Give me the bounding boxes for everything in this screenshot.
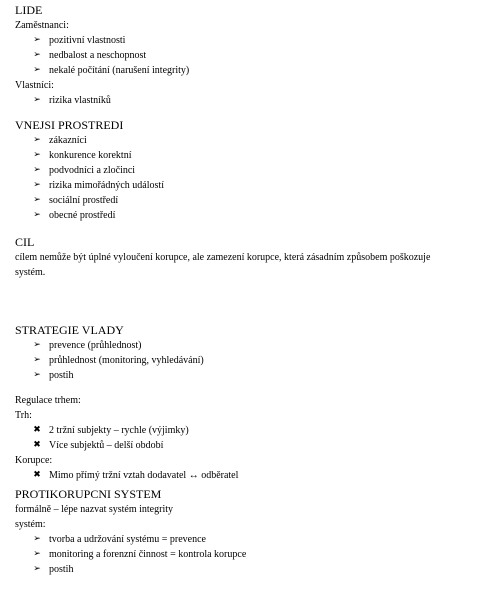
- list-item-text: postih: [49, 564, 74, 575]
- list-item: [15, 368, 470, 383]
- label-trh: Trh:: [15, 410, 32, 421]
- list-item-text: rizika vlastníků: [49, 95, 111, 106]
- list-item: [15, 93, 470, 108]
- arrow-bullet-icon: ➢: [33, 340, 41, 350]
- list-vlastnici: [15, 93, 470, 108]
- list-item: [15, 163, 470, 178]
- list-item-text: podvodníci a zločinci: [49, 165, 136, 176]
- regulace-trhem-title: Regulace trhem:: [15, 395, 81, 406]
- list-item: [15, 547, 470, 562]
- arrow-bullet-icon: ➢: [33, 165, 41, 175]
- label-vlastnici: Vlastníci:: [15, 80, 54, 91]
- cil-paragraph: cílem nemůže být úplné vyloučení korupce, ale zamezení korupce, která zásadním způsobem poškozuje systém.: [15, 252, 431, 278]
- arrow-bullet-icon: ➢: [33, 50, 41, 60]
- list-item-text: zákazníci: [49, 135, 87, 146]
- list-item-text: nekalé počítání (narušení integrity): [49, 65, 190, 76]
- list-item-text: monitoring a forenzní činnost = kontrola korupce: [49, 549, 247, 560]
- list-item-text: konkurence korektní: [49, 150, 132, 161]
- arrow-bullet-icon: ➢: [33, 150, 41, 160]
- list-item-text: Mimo přímý tržní vztah dodavatel ↔ odběratel: [49, 470, 239, 481]
- arrow-bullet-icon: ➢: [33, 65, 41, 75]
- list-protikorupcni-system: [15, 532, 470, 577]
- list-item: [15, 438, 470, 453]
- list-item: [15, 48, 470, 63]
- arrow-bullet-icon: ➢: [33, 355, 41, 365]
- arrow-bullet-icon: ➢: [33, 370, 41, 380]
- protikorupcni-line: formálně – lépe nazvat systém integrity: [15, 504, 174, 515]
- list-item: [15, 532, 470, 547]
- section-title-strategie-vlady: STRATEGIE VLADY: [15, 323, 124, 337]
- arrow-bullet-icon: ➢: [33, 210, 41, 220]
- document: [15, 3, 470, 577]
- list-item: [15, 193, 470, 208]
- list-item: [15, 63, 470, 78]
- arrow-bullet-icon: ➢: [33, 95, 41, 105]
- list-item: [15, 338, 470, 353]
- list-item: [15, 148, 470, 163]
- arrow-bullet-icon: ➢: [33, 549, 41, 559]
- section-title-cil: CIL: [15, 235, 35, 249]
- list-vnejsi-prostredi: [15, 133, 470, 223]
- list-item-text: postih: [49, 370, 74, 381]
- list-strategie-vlady: [15, 338, 470, 383]
- list-item-text: pozitivní vlastnosti: [49, 35, 126, 46]
- list-item-text: obecné prostředí: [49, 210, 116, 221]
- cross-bullet-icon: ✖: [33, 440, 41, 450]
- list-item: [15, 353, 470, 368]
- section-title-lide: LIDE: [15, 3, 43, 17]
- list-item: [15, 562, 470, 577]
- list-item-text: Více subjektů – delší období: [49, 440, 164, 451]
- label-zamestnanci: Zaměstnanci:: [15, 20, 69, 31]
- cross-bullet-icon: ✖: [33, 425, 41, 435]
- list-item: [15, 178, 470, 193]
- arrow-bullet-icon: ➢: [33, 180, 41, 190]
- list-item-text: tvorba a udržování systému = prevence: [49, 534, 206, 545]
- list-item: [15, 468, 470, 483]
- arrow-bullet-icon: ➢: [33, 35, 41, 45]
- list-item-text: rizika mimořádných událostí: [49, 180, 164, 191]
- list-zamestnanci: [15, 33, 470, 78]
- list-item-text: nedbalost a neschopnost: [49, 50, 147, 61]
- label-system: systém:: [15, 519, 46, 530]
- label-korupce: Korupce:: [15, 455, 53, 466]
- list-item-text: 2 tržní subjekty – rychle (výjimky): [49, 425, 189, 436]
- list-item-text: sociální prostředí: [49, 195, 119, 206]
- list-trh: [15, 423, 470, 453]
- list-korupce: [15, 468, 470, 483]
- list-item: [15, 208, 470, 223]
- list-item: [15, 33, 470, 48]
- section-title-vnejsi-prostredi: VNEJSI PROSTREDI: [15, 118, 124, 132]
- arrow-bullet-icon: ➢: [33, 135, 41, 145]
- arrow-bullet-icon: ➢: [33, 195, 41, 205]
- section-title-protikorupcni-system: PROTIKORUPCNI SYSTEM: [15, 487, 162, 501]
- list-item-text: prevence (průhlednost): [49, 340, 142, 351]
- list-item: [15, 423, 470, 438]
- list-item: [15, 133, 470, 148]
- arrow-bullet-icon: ➢: [33, 534, 41, 544]
- cross-bullet-icon: ✖: [33, 470, 41, 480]
- list-item-text: průhlednost (monitoring, vyhledávání): [49, 355, 204, 366]
- arrow-bullet-icon: ➢: [33, 564, 41, 574]
